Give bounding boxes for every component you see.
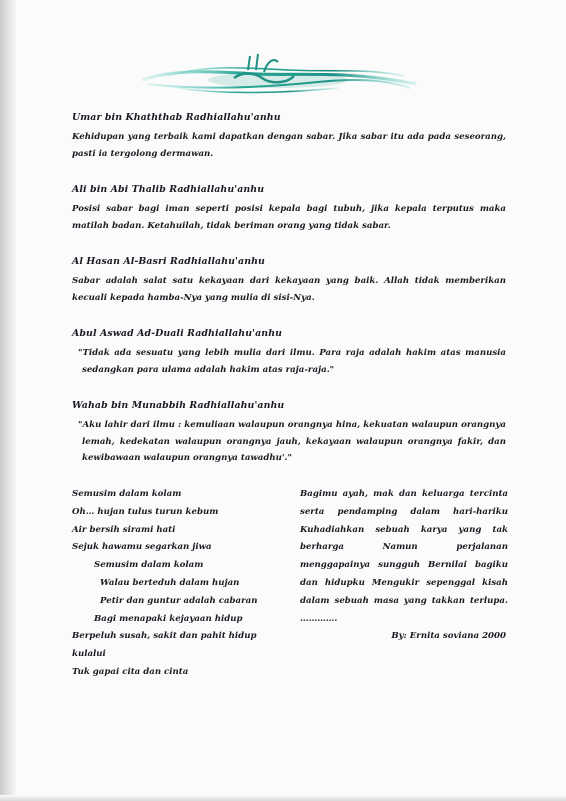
quote-text: Sabar adalah salat satu kekayaan dari kekayaan yang baik. Allah tidak memberikan kecuali kepada hamba-Nya yang mulia di sisi-Nya. bbox=[72, 276, 506, 303]
quote-block bbox=[72, 184, 506, 234]
quote-author: Al Hasan Al-Basri Radhiallahu'anhu bbox=[72, 256, 265, 267]
poem-line: Walau berteduh dalam hujan bbox=[100, 577, 240, 588]
quote-author: Ali bin Abi Thalib Radhiallahu'anhu bbox=[72, 184, 265, 195]
quote-author: Abul Aswad Ad-Duali Radhiallahu'anhu bbox=[72, 328, 283, 339]
quote-block bbox=[72, 112, 506, 162]
poem-right-text: Bagimu ayah, mak dan keluarga tercinta serta pendamping dalam hari-hariku Kuhadiahkan sebuah karya yang tak berharga Namun perjalanan menggapainya sungguh Bernilai bagiku dan hidupku Mengukir sepenggal kisah dalam sebuah masa yang takkan terlupa. …………. bbox=[300, 489, 508, 624]
poem-line: Tuk gapai cita dan cinta bbox=[72, 666, 189, 677]
quote-author: Wahab bin Munabbih Radhiallahu'anhu bbox=[72, 400, 285, 411]
quotes-section bbox=[72, 112, 506, 489]
poem-line: Air bersih sirami hati bbox=[72, 524, 176, 535]
poem-line: Semusim dalam kolam bbox=[94, 560, 204, 571]
quote-block bbox=[72, 400, 506, 467]
poem-left bbox=[72, 486, 282, 682]
quote-author: Umar bin Khaththab Radhiallahu'anhu bbox=[72, 112, 281, 123]
poem-line: Bagi menapaki kejayaan hidup bbox=[94, 613, 243, 624]
quote-block bbox=[72, 256, 506, 306]
poem-line: Oh… hujan tulus turun kebum bbox=[72, 506, 219, 517]
quote-text: "Tidak ada sesuatu yang lebih mulia dari ilmu. Para raja adalah hakim atas manusia sedangkan para ulama adalah hakim atas raja-raja." bbox=[78, 348, 506, 375]
quote-text: "Aku lahir dari ilmu : kemuliaan walaupun orangnya hina, kekuatan walaupun orangnya lemah, kedekatan walaupun orangnya jauh, kekayaan walaupun orangnya fakir, dan kewibawaan walaupun orangnya tawadhu'." bbox=[78, 420, 506, 463]
signature: By: Ernita soviana 2000 bbox=[391, 631, 506, 642]
poem-line: Semusim dalam kolam bbox=[72, 489, 182, 499]
poem-line: kulalui bbox=[72, 649, 106, 660]
poem-right bbox=[300, 486, 508, 646]
scan-page-edge bbox=[0, 0, 16, 801]
scan-bottom-edge bbox=[0, 795, 566, 801]
quote-block bbox=[72, 328, 506, 378]
poem-line: Sejuk hawamu segarkan jiwa bbox=[72, 542, 212, 553]
poem-line: Petir dan guntur adalah cabaran bbox=[100, 595, 258, 606]
quote-text: Kehidupan yang terbaik kami dapatkan dengan sabar. Jika sabar itu ada pada seseorang, pasti ia tergolong dermawan. bbox=[72, 132, 506, 159]
quote-text: Posisi sabar bagi iman seperti posisi kepala bagi tubuh, jika kepala terputus maka matilah badan. Ketahuilah, tidak beriman orang yang tidak sabar. bbox=[72, 204, 506, 231]
poem-line: Berpeluh susah, sakit dan pahit hidup bbox=[72, 631, 257, 642]
calligraphy-ornament bbox=[138, 50, 420, 98]
